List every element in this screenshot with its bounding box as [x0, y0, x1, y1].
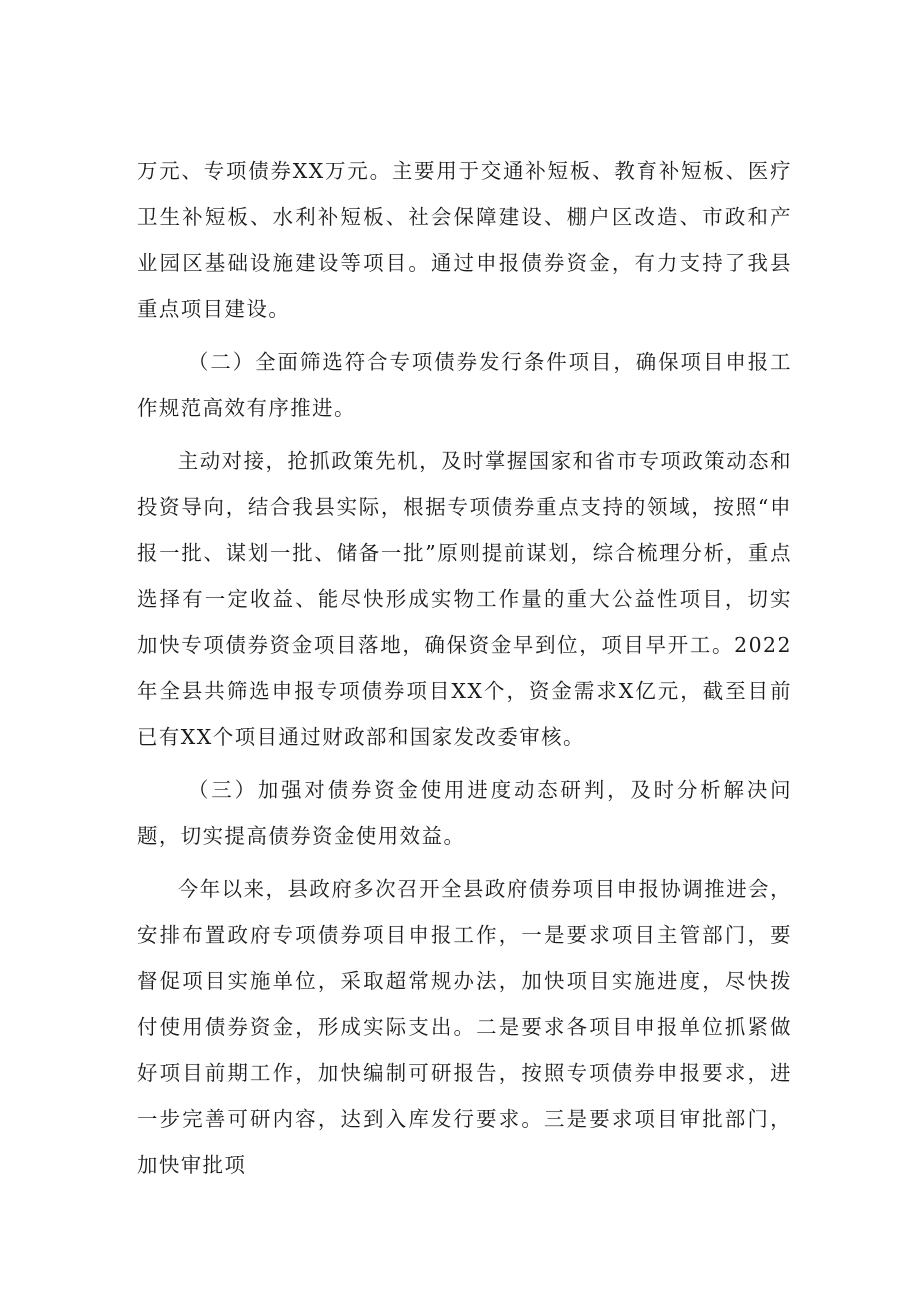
paragraph-body: 今年以来，县政府多次召开全县政府债券项目申报协调推进会，安排布置政府专项债券项目申报工作，一是要求项目主管部门，要督促项目实施单位，采取超常规办法，加快项目实施进度，尽快拨付使用债券资金，形成实际支出。二是要求各项目申报单位抓紧做好项目前期工作，加快编制可研报告，按照专项债券申报要求，进一步完善可研内容，达到入库发行要求。三是要求项目审批部门，加快审批项: [137, 877, 792, 1177]
section-heading-2: （二）全面筛选符合专项债券发行条件项目，确保项目申报工作规范高效有序推进。: [137, 350, 792, 420]
paragraph-continued: 万元、专项债券XX万元。主要用于交通补短板、教育补短板、医疗卫生补短板、水利补短板、社会保障建设、棚户区改造、市政和产业园区基础设施建设等项目。通过申报债券资金，有力支持了我县重点项目建设。: [137, 159, 792, 321]
paragraph-body: 主动对接，抢抓政策先机，及时掌握国家和省市专项政策动态和投资导向，结合我县实际，根据专项债券重点支持的领域，按照“申报一批、谋划一批、储备一批”原则提前谋划，综合梳理分析，重点选择有一定收益、能尽快形成实物工作量的重大公益性项目，切实加快专项债券资金项目落地，确保资金早到位，项目早开工。2022年全县共筛选申报专项债券项目XX个，资金需求X亿元，截至目前已有XX个项目通过财政部和国家发改委审核。: [137, 449, 792, 749]
document-page: [137, 148, 792, 1188]
section-heading-3: （三）加强对债券资金使用进度动态研判，及时分析解决问题，切实提高债券资金使用效益。: [137, 778, 792, 848]
